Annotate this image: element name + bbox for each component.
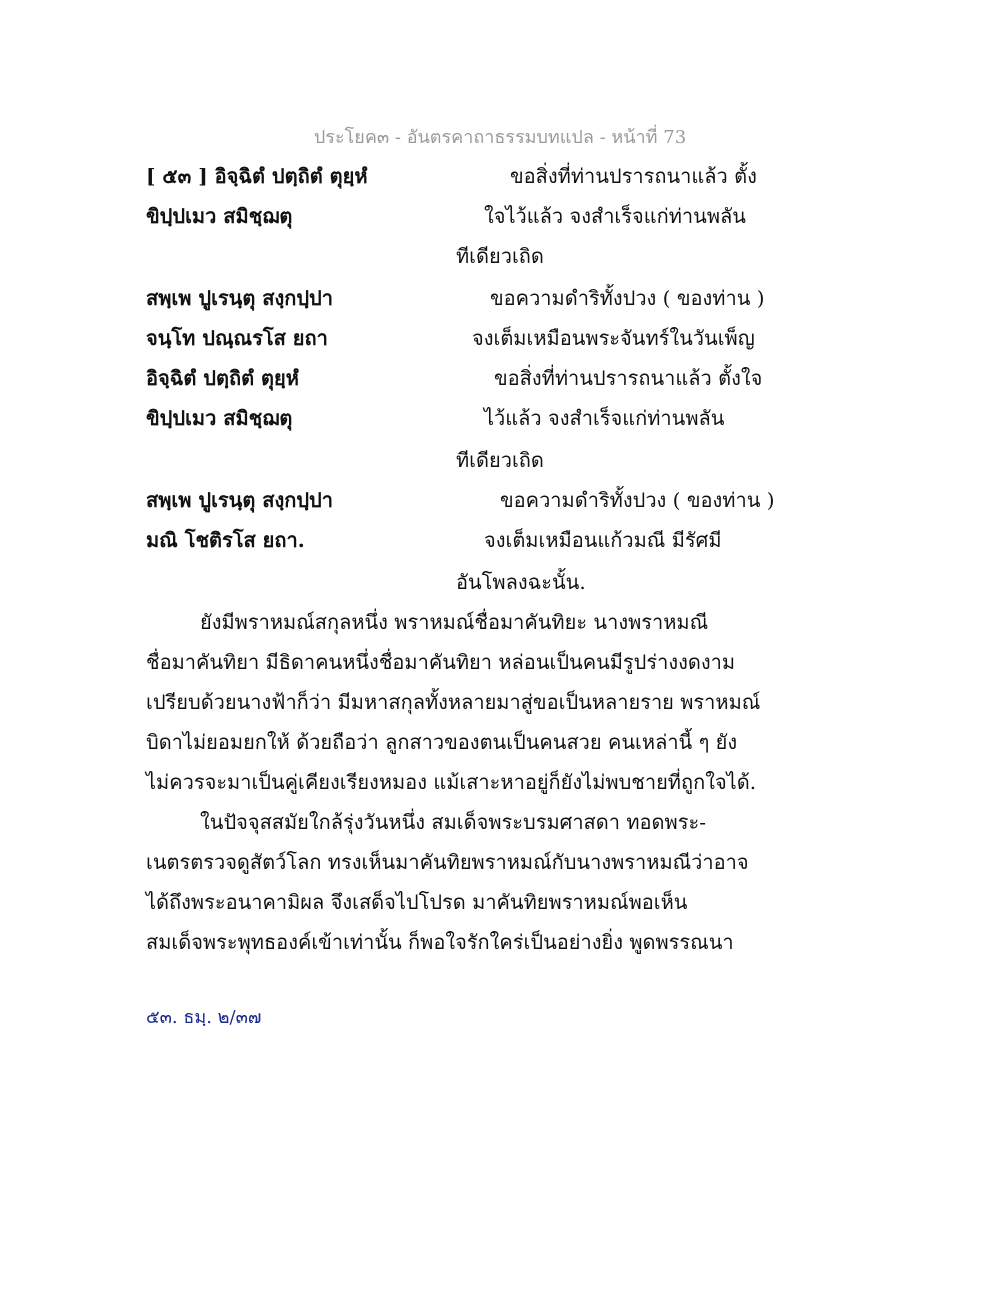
paragraph-line: ได้ถึงพระอนาคามิผล จึงเสด็จไปโปรด มาคันทิยพราหมณ์พอเห็น [146,890,688,914]
pali-verse-line: [ ๕๓ ] อิจฺฉิตํ ปตฺถิตํ ตุยฺหํ [146,164,368,188]
verse-row [0,444,1000,480]
thai-translation-line: ไว้แล้ว จงสำเร็จแก่ท่านพลัน [484,406,725,430]
thai-translation-line: จงเต็มเหมือนแก้วมณี มีรัศมี [484,528,722,552]
paragraph-line: สมเด็จพระพุทธองค์เข้าเท่านั้น ก็พอใจรักใคร่เป็นอย่างยิ่ง พูดพรรณนา [146,930,734,954]
paragraph-line: ยังมีพราหมณ์สกุลหนึ่ง พราหมณ์ชื่อมาคันทิยะ นางพราหมณี [200,610,709,634]
thai-translation-line: ขอความดำริทั้งปวง ( ของท่าน ) [490,286,765,310]
footnote: ๕๓. ธมฺ. ๒/๓๗ [146,1007,262,1028]
paragraph-line: ในปัจจุสสมัยใกล้รุ่งวันหนึ่ง สมเด็จพระบรมศาสดา ทอดพระ- [200,810,706,834]
pali-verse-line: ขิปฺปเมว สมิชฺฌตุ [146,406,293,430]
verse-row [0,362,1000,398]
verse-row [0,200,1000,236]
thai-translation-line: ขอสิ่งที่ท่านปรารถนาแล้ว ตั้งใจ [494,366,763,390]
paragraph-line: เปรียบด้วยนางฟ้าก็ว่า มีมหาสกุลทั้งหลายมาสู่ขอเป็นหลายราย พราหมณ์ [146,690,761,714]
verse-row [0,160,1000,196]
pali-verse-line: อิจฺฉิตํ ปตฺถิตํ ตุยฺหํ [146,366,299,390]
verse-row [0,322,1000,358]
thai-translation-line: ทีเดียวเถิด [456,244,544,268]
verse-row [0,402,1000,438]
verse-row [0,484,1000,520]
verse-row [0,566,1000,602]
pali-verse-line: สพฺเพ ปูเรนฺตุ สงฺกปฺปา [146,286,333,310]
paragraph-line: บิดาไม่ยอมยกให้ ด้วยถือว่า ลูกสาวของตนเป็นคนสวย คนเหล่านี้ ๆ ยัง [146,730,738,754]
thai-translation-line: ทีเดียวเถิด [456,448,544,472]
paragraph-line: ไม่ควรจะมาเป็นคู่เคียงเรียงหมอง แม้เสาะหาอยู่ก็ยังไม่พบชายที่ถูกใจได้. [146,770,757,794]
pali-verse-line: สพฺเพ ปูเรนฺตุ สงฺกปฺปา [146,488,333,512]
verse-row [0,524,1000,560]
thai-translation-line: ขอความดำริทั้งปวง ( ของท่าน ) [500,488,775,512]
pali-verse-line: มณิ โชติรโส ยถา. [146,528,305,552]
running-header: ประโยค๓ - อันตรคาถาธรรมบทแปล - หน้าที่ 73 [313,127,687,148]
thai-translation-line: ขอสิ่งที่ท่านปรารถนาแล้ว ตั้ง [510,164,757,188]
paragraph-line: เนตรตรวจดูสัตว์โลก ทรงเห็นมาคันทิยพราหมณ์กับนางพราหมณีว่าอาจ [146,850,749,874]
thai-translation-line: จงเต็มเหมือนพระจันทร์ในวันเพ็ญ [472,326,755,350]
paragraph-line: ชื่อมาคันทิยา มีธิดาคนหนึ่งชื่อมาคันทิยา หล่อนเป็นคนมีรูปร่างงดงาม [146,650,736,674]
pali-verse-line: ขิปฺปเมว สมิชฺฌตุ [146,204,293,228]
thai-translation-line: ใจไว้แล้ว จงสำเร็จแก่ท่านพลัน [484,204,746,228]
verse-row [0,282,1000,318]
verse-row [0,240,1000,276]
thai-translation-line: อันโพลงฉะนั้น. [456,570,586,594]
pali-verse-line: จนฺโท ปณฺณรโส ยถา [146,326,328,350]
